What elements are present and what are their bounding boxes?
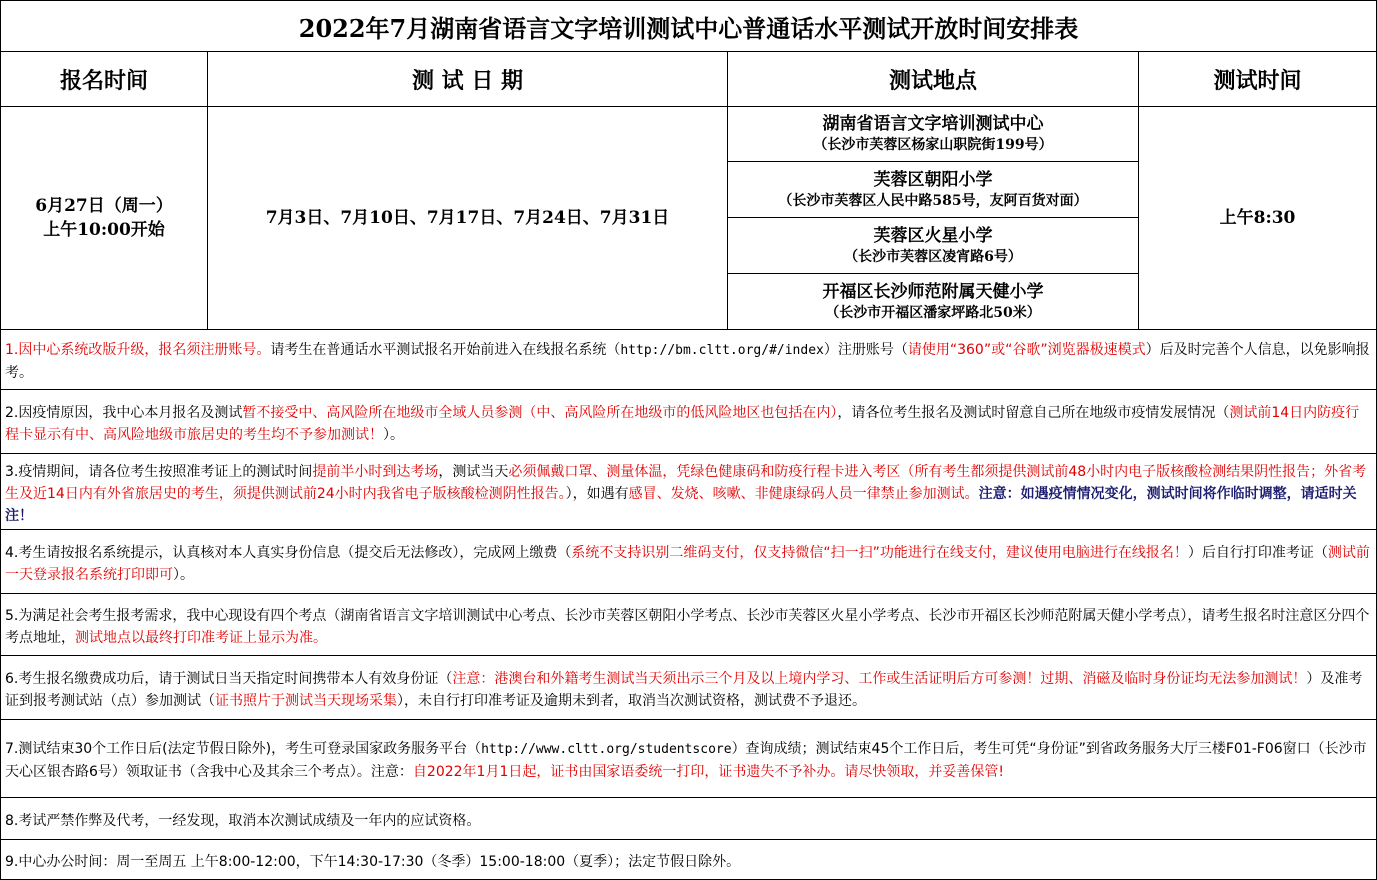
note-7	[0, 720, 1377, 798]
signup-start: 上午10:00开始	[43, 220, 165, 240]
site-2	[728, 162, 1139, 218]
note-text: ）。	[173, 566, 194, 583]
site-address: （长沙市芙蓉区杨家山职院街199号）	[813, 137, 1053, 153]
score-query-link[interactable]: http://www.cltt.org/studentscore	[481, 742, 732, 757]
site-address: （长沙市芙蓉区人民中路585号，友阿百货对面）	[778, 192, 1088, 209]
note-notice: 注意：如遇疫情情况变化，测试时间将作临时调整，请适时关注！	[5, 485, 1357, 524]
note-highlight: 注意：港澳台和外籍考生测试当天须出示三个月及以上境内学习、工作或生活证明后方可参测！过期、消磁及临时身份证均无法参加测试！	[452, 670, 1307, 687]
note-highlight: 必须佩戴口罩、测量体温，凭绿色健康码和防疫行程卡进入考区（所有考生都须提供测试前48小时内电子版核酸检测结果阴性报告；外省考生及近14日内有外省旅居史的考生，须提供测试前24小时内我省电子版核酸检测阴性报告。	[5, 463, 1367, 502]
note-highlight: 暂不接受中、高风险所在地级市全域人员参测（中、高风险所在地级市的低风险地区也包括在内）	[242, 404, 838, 421]
page-title: 2022年7月湖南省语言文字培训测试中心普通话水平测试开放时间安排表	[0, 0, 1377, 52]
note-highlight: 自2022年1月1日起，证书由国家语委统一打印，证书遗失不予补办。请尽快领取，并妥善保管!	[412, 764, 1004, 780]
note-text: 5.为满足社会考生报考需求，我中心现设有四个考点（湖南省语言文字培训测试中心考点、长沙市芙蓉区朝阳小学考点、长沙市芙蓉区火星小学考点、长沙市开福区长沙师范附属天健小学考点），请考生报名时注意区分四个考点地址，	[5, 607, 1370, 646]
header-test-time: 测试时间	[1139, 52, 1377, 107]
note-5	[0, 594, 1377, 656]
note-highlight: 测试前一天登录报名系统打印即可	[5, 544, 1370, 583]
header-signup-time: 报名时间	[0, 52, 208, 107]
note-1	[0, 330, 1377, 390]
note-text: ）注册账号（	[823, 342, 908, 358]
note-text: ）查询成绩；测试结束45个工作日后，考生可凭“身份证”到省政务服务大厅三楼F01-F06窗口（长沙市天心区银杏路6号）领取证书（含我中心及其余三个考点）。注意：	[5, 741, 1367, 780]
site-3	[728, 218, 1139, 274]
site-address: （长沙市开福区潘家坪路北50米）	[825, 304, 1041, 321]
note-text: 1.	[5, 342, 19, 358]
note-text: ）后自行打印准考证（	[1187, 544, 1328, 561]
site-name: 芙蓉区朝阳小学	[873, 169, 993, 190]
note-text: 2.因疫情原因，我中心本月报名及测试	[5, 404, 243, 421]
header-test-location: 测试地点	[728, 52, 1139, 107]
note-highlight: 测试前14日内防疫行程卡显示有中、高风险地级市旅居史的考生均不予参加测试！	[5, 404, 1360, 443]
signup-date: 6月27日（周一）	[35, 196, 173, 216]
site-name: 开福区长沙师范附属天健小学	[822, 281, 1044, 302]
header-test-date: 测 试 日 期	[208, 52, 728, 107]
note-text: ），未自行打印准考证及逾期未到者，取消当次测试资格，测试费不予退还。	[397, 692, 866, 709]
test-time-cell: 上午8:30	[1139, 107, 1377, 330]
signup-time-cell	[0, 107, 208, 330]
site-name: 芙蓉区火星小学	[873, 225, 993, 246]
site-name: 湖南省语言文字培训测试中心	[822, 114, 1044, 134]
note-text: ）后及时完善个人信息，以免影响报考。	[5, 342, 1370, 381]
note-text: 8.考试严禁作弊及代考，一经发现，取消本次测试成绩及一年内的应试资格。	[5, 812, 481, 829]
site-1	[728, 107, 1139, 162]
note-highlight: 因中心系统改版升级，报名须注册账号。	[18, 342, 271, 358]
note-3	[0, 454, 1377, 530]
note-text: ，测试当天	[438, 463, 509, 480]
note-highlight: 测试地点以最终打印准考证上显示为准。	[75, 629, 327, 646]
site-4	[728, 274, 1139, 330]
note-text: 3.疫情期间，请各位考生按照准考证上的测试时间	[5, 463, 313, 480]
site-address: （长沙市芙蓉区凌宵路6号）	[844, 248, 1022, 265]
note-text: ），如遇有	[565, 485, 629, 502]
test-dates-cell: 7月3日、7月10日、7月17日、7月24日、7月31日	[208, 107, 728, 330]
note-9	[0, 840, 1377, 880]
note-highlight: 系统不支持识别二维码支付，仅支持微信“扫一扫”功能进行在线支付，建议使用电脑进行在线报名！	[571, 544, 1188, 561]
signup-system-link[interactable]: http://bm.cltt.org/#/index	[620, 343, 824, 358]
note-4	[0, 530, 1377, 594]
note-highlight: 请使用“360”或“谷歌”浏览器极速模式	[907, 342, 1146, 358]
note-highlight: 感冒、发烧、咳嗽、非健康绿码人员一律禁止参加测试。	[628, 485, 979, 502]
note-6	[0, 656, 1377, 720]
note-text: ）及准考证到报考测试站（点）参加测试（	[5, 670, 1363, 709]
note-highlight: 提前半小时到达考场	[312, 463, 439, 480]
note-text: ，请各位考生报名及测试时留意自己所在地级市疫情发展情况（	[837, 404, 1230, 421]
note-2	[0, 390, 1377, 454]
note-text: 请考生在普通话水平测试报名开始前进入在线报名系统（	[270, 342, 621, 358]
note-text: 7.测试结束30个工作日后(法定节假日除外)，考生可登录国家政务服务平台（	[5, 741, 482, 757]
note-text: 4.考生请按报名系统提示，认真核对本人真实身份信息（提交后无法修改），完成网上缴费（	[5, 544, 572, 561]
note-highlight: 证书照片于测试当天现场采集	[215, 692, 397, 709]
note-text: 9.中心办公时间：周一至周五 上午8:00-12:00，下午14:30-17:30（冬季）15:00-18:00（夏季）；法定节假日除外。	[5, 853, 741, 870]
note-8	[0, 798, 1377, 840]
note-text: ）。	[383, 426, 404, 443]
note-text: 6.考生报名缴费成功后，请于测试日当天指定时间携带本人有效身份证（	[5, 670, 453, 687]
